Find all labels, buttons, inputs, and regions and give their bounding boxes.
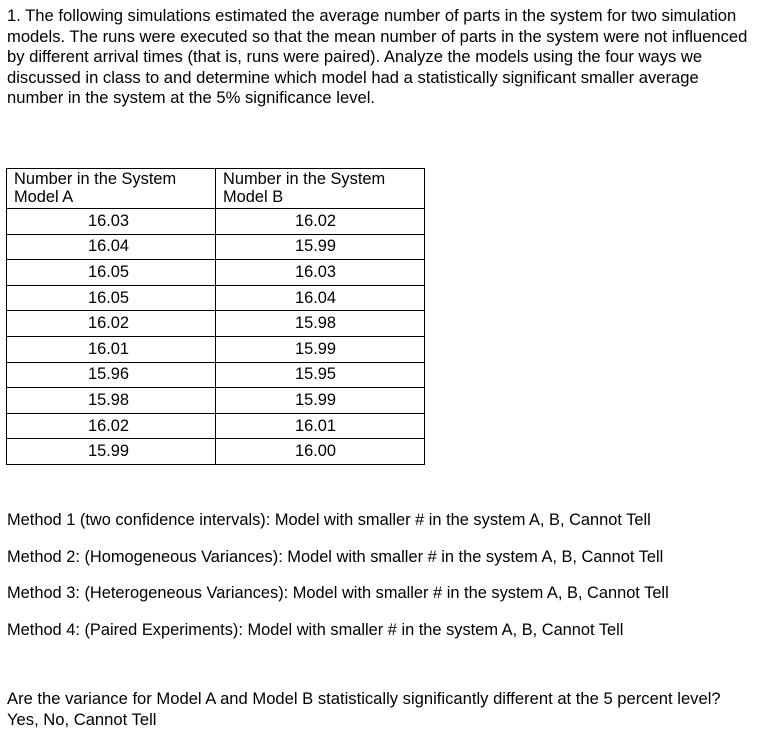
- cell-model-b: 15.99: [216, 234, 425, 260]
- table-row: [7, 362, 425, 388]
- table-row: [7, 260, 425, 286]
- cell-model-b: 16.04: [216, 285, 425, 311]
- header-model-b-line1: Number in the System: [223, 170, 386, 188]
- table-row: [7, 234, 425, 260]
- method-2-text: Method 2: (Homogeneous Variances): Model with smaller # in the system A, B, Cannot Tell: [7, 547, 664, 566]
- cell-model-a: 15.96: [7, 362, 216, 388]
- method-4-text: Method 4: (Paired Experiments): Model with smaller # in the system A, B, Cannot Tell: [7, 620, 624, 639]
- table-row: [7, 209, 425, 235]
- cell-model-b: 15.95: [216, 362, 425, 388]
- cell-model-a: 16.05: [7, 285, 216, 311]
- cell-model-b: 16.03: [216, 260, 425, 286]
- question-text: 1. The following simulations estimated the average number of parts in the system for two simulation models. The runs were executed so that the mean number of parts in the system were not influenced by different arrival times (that is, runs were paired). Analyze the models using the four ways we discussed in class to and determine which model had a statistically significant smaller average number in the system at the 5% significance level.: [7, 6, 748, 108]
- data-table: [6, 168, 425, 465]
- cell-model-b: 15.99: [216, 336, 425, 362]
- method-3-text: Method 3: (Heterogeneous Variances): Model with smaller # in the system A, B, Cannot Tell: [7, 584, 669, 602]
- methods-list: [7, 509, 757, 655]
- table-row: [7, 336, 425, 362]
- table-row: [7, 439, 425, 465]
- header-model-a: [7, 169, 216, 209]
- header-model-a-line2: Model A: [14, 188, 74, 206]
- cell-model-a: 16.01: [7, 336, 216, 362]
- table-header-row: [7, 169, 425, 209]
- cell-model-a: 15.99: [7, 439, 216, 465]
- cell-model-b: 15.99: [216, 388, 425, 414]
- method-1-text: Method 1 (two confidence intervals): Model with smaller # in the system A, B, Cannot Tell: [7, 511, 651, 529]
- header-model-a-line1: Number in the System: [14, 170, 177, 188]
- header-model-b: [216, 169, 425, 209]
- variance-question-text: Are the variance for Model A and Model B statistically significantly different at the 5 percent level? Yes, No, Cannot Tell: [7, 689, 721, 729]
- table-row: [7, 311, 425, 337]
- table-row: [7, 285, 425, 311]
- table-row: [7, 413, 425, 439]
- cell-model-a: 16.03: [7, 209, 216, 235]
- cell-model-a: 15.98: [7, 388, 216, 414]
- cell-model-b: 16.02: [216, 209, 425, 235]
- cell-model-a: 16.04: [7, 234, 216, 260]
- table-row: [7, 388, 425, 414]
- cell-model-a: 16.05: [7, 260, 216, 286]
- header-model-b-line2: Model B: [223, 188, 284, 206]
- cell-model-b: 16.00: [216, 439, 425, 465]
- cell-model-b: 15.98: [216, 311, 425, 337]
- cell-model-a: 16.02: [7, 311, 216, 337]
- cell-model-a: 16.02: [7, 413, 216, 439]
- cell-model-b: 16.01: [216, 413, 425, 439]
